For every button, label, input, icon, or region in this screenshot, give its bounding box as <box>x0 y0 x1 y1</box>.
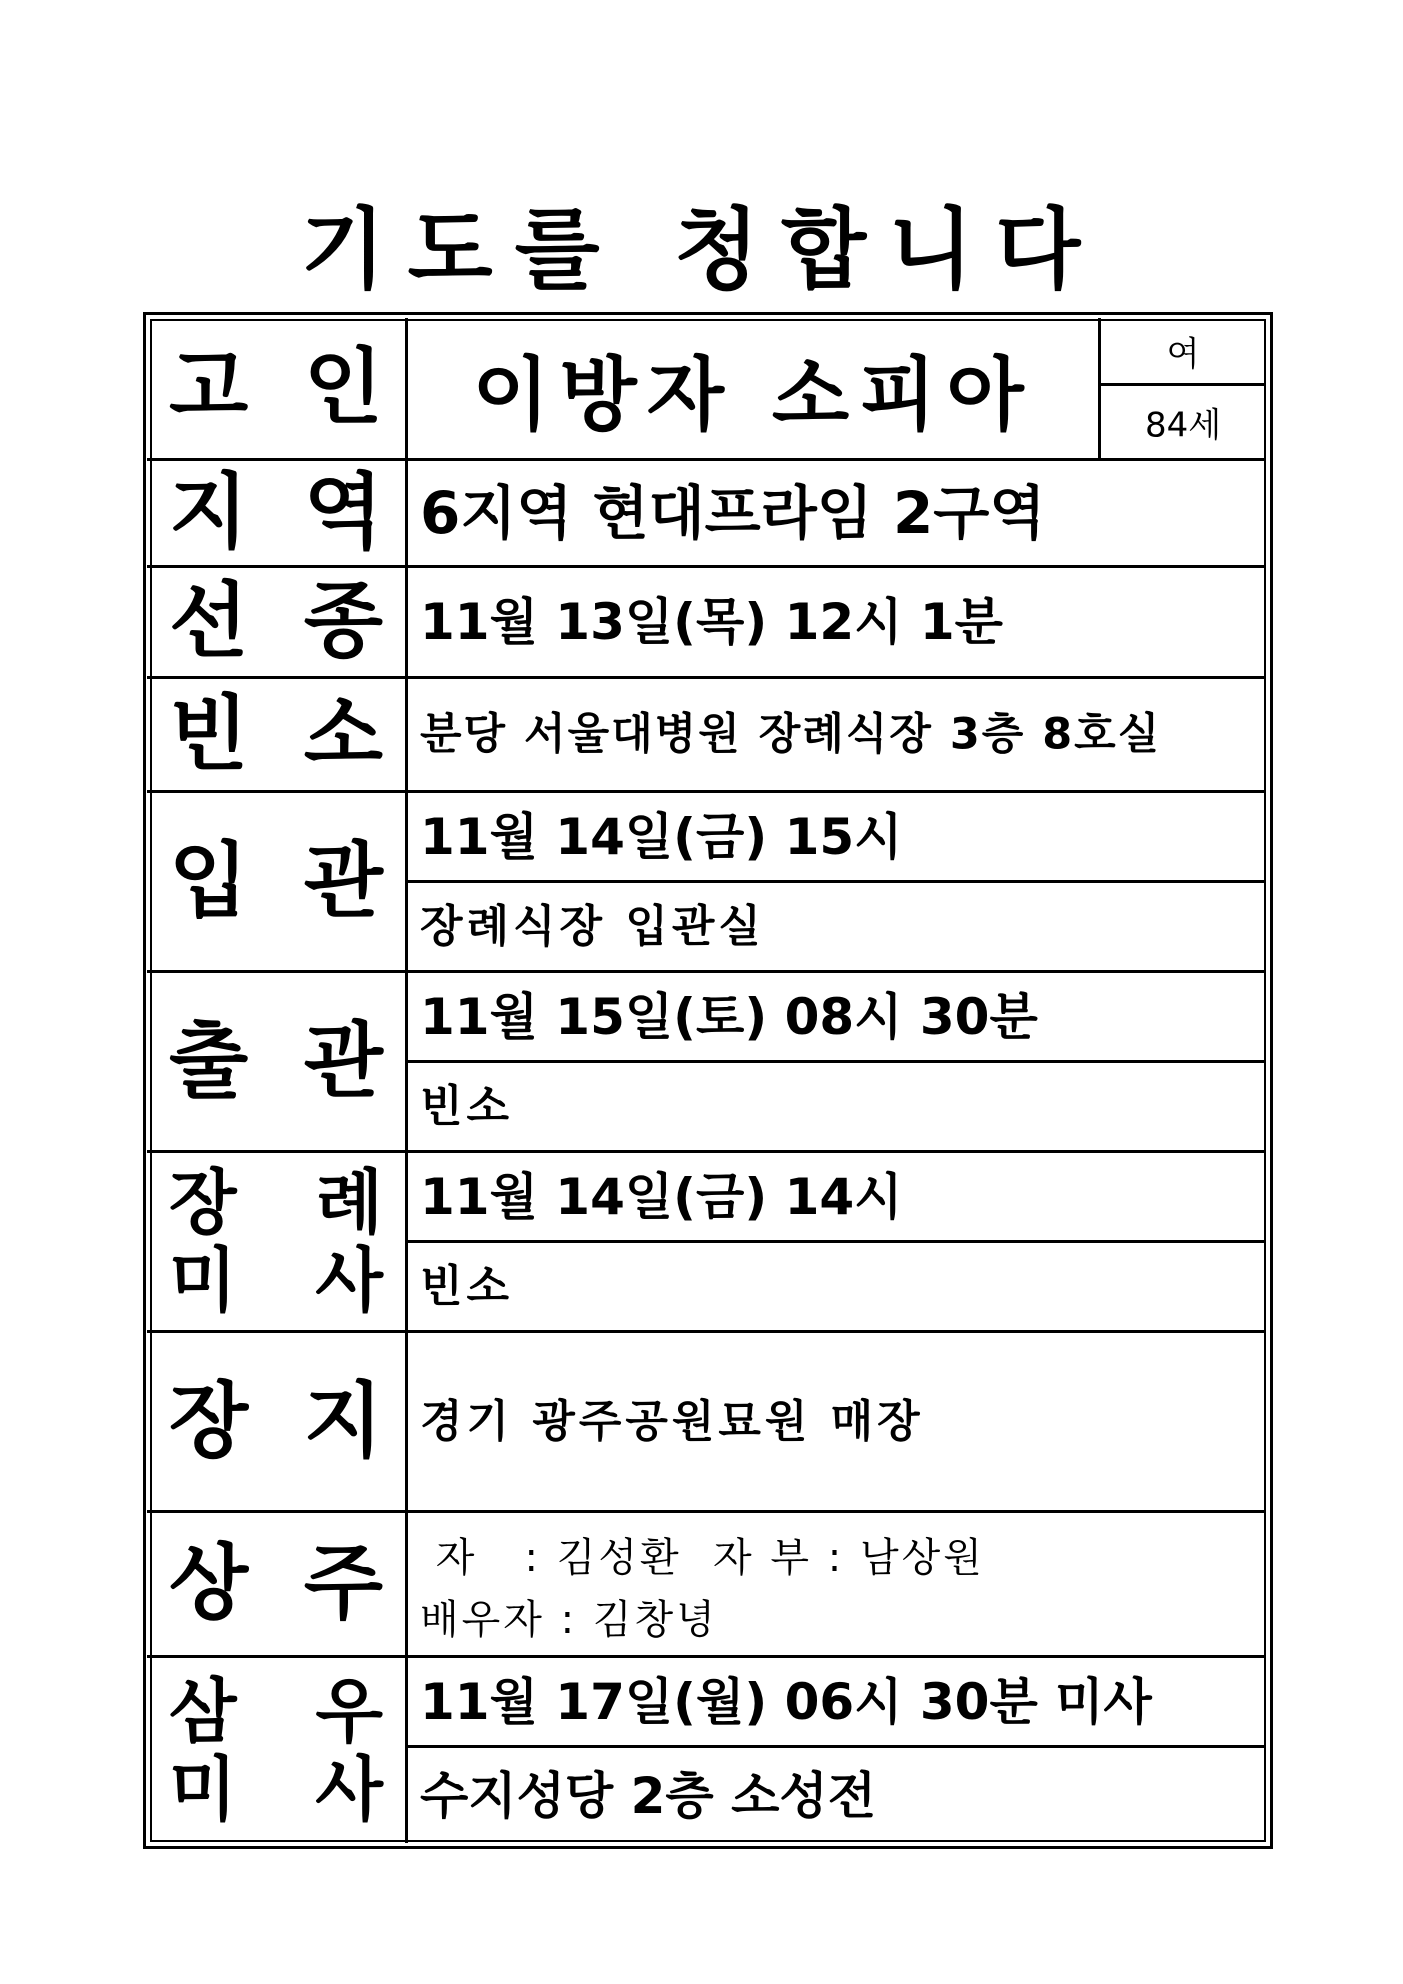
label-char: 관 <box>303 1013 383 1109</box>
passing-value: 11월 13일(목) 12시 1분 <box>420 593 1003 651</box>
deceased-name: 이방자 소피아 <box>472 348 1034 442</box>
deceased-name-cell <box>408 318 1101 461</box>
label-char: 사 <box>315 1748 383 1831</box>
label-char: 빈 <box>169 686 249 782</box>
label-char: 지 <box>303 1373 383 1469</box>
deceased-age: 84세 <box>1144 405 1222 446</box>
label-char: 미 <box>169 1748 237 1831</box>
encoffining-time-cell <box>408 793 1265 883</box>
label-passing <box>147 568 408 679</box>
label-char: 인 <box>303 340 383 435</box>
label-char: 관 <box>303 833 383 929</box>
chief-mourners-cell <box>408 1513 1265 1658</box>
label-funeral-mass <box>147 1153 408 1333</box>
departure-time-cell <box>408 973 1265 1063</box>
label-char: 주 <box>303 1536 383 1631</box>
label-burial <box>147 1333 408 1513</box>
region-cell <box>408 461 1265 568</box>
deceased-gender: 여 <box>1166 334 1200 374</box>
label-region <box>147 461 408 568</box>
label-char: 미 <box>169 1239 237 1322</box>
label-departure <box>147 973 408 1153</box>
label-char: 지 <box>169 465 249 560</box>
label-chief-mourners <box>147 1513 408 1658</box>
label-third-day-mass <box>147 1658 408 1843</box>
label-char: 례 <box>315 1161 383 1244</box>
departure-time: 11월 15일(토) 08시 30분 <box>420 987 1038 1046</box>
label-char: 장 <box>169 1161 237 1244</box>
burial-cell <box>408 1333 1265 1513</box>
page-title: 기도를 청합니다 <box>300 197 1103 301</box>
mortuary-cell <box>408 679 1265 793</box>
label-char: 출 <box>169 1013 249 1109</box>
label-char: 우 <box>315 1670 383 1753</box>
mortuary-value: 분당 서울대병원 장례식장 3층 8호실 <box>420 709 1162 759</box>
chief-mourners-list <box>420 1527 985 1651</box>
encoffining-place: 장례식장 입관실 <box>420 900 765 952</box>
funeral-mass-place-cell <box>408 1243 1265 1333</box>
label-char: 고 <box>169 340 249 435</box>
third-day-mass-place-cell <box>408 1748 1265 1843</box>
label-char: 소 <box>303 686 383 782</box>
label-char: 선 <box>169 574 249 669</box>
label-char: 사 <box>315 1239 383 1322</box>
funeral-mass-time-cell <box>408 1153 1265 1243</box>
third-day-mass-time-cell <box>408 1658 1265 1748</box>
chief-mourners-line: 배우자 : 김창녕 <box>420 1597 718 1643</box>
funeral-mass-place: 빈소 <box>420 1260 514 1312</box>
label-char: 상 <box>169 1536 249 1631</box>
label-char: 입 <box>169 833 249 929</box>
label-char: 종 <box>303 574 383 669</box>
gender-cell <box>1101 318 1265 386</box>
encoffining-place-cell <box>408 883 1265 973</box>
chief-mourners-line: 자 : 김성환 자 부 : 남상원 <box>420 1535 985 1581</box>
label-mortuary <box>147 679 408 793</box>
label-char: 삼 <box>169 1670 237 1753</box>
burial-value: 경기 광주공원묘원 매장 <box>420 1395 924 1447</box>
funeral-mass-time: 11월 14일(금) 14시 <box>420 1167 903 1226</box>
third-day-mass-time: 11월 17일(월) 06시 30분 미사 <box>420 1672 1152 1731</box>
encoffining-time: 11월 14일(금) 15시 <box>420 807 903 866</box>
age-cell <box>1101 386 1265 461</box>
departure-place-cell <box>408 1063 1265 1153</box>
departure-place: 빈소 <box>420 1080 514 1132</box>
region-value: 6지역 현대프라임 2구역 <box>420 479 1046 547</box>
label-encoffining <box>147 793 408 973</box>
label-deceased <box>147 318 408 461</box>
label-char: 역 <box>303 465 383 560</box>
label-char: 장 <box>169 1373 249 1469</box>
passing-cell <box>408 568 1265 679</box>
third-day-mass-place: 수지성당 2층 소성전 <box>420 1766 877 1825</box>
